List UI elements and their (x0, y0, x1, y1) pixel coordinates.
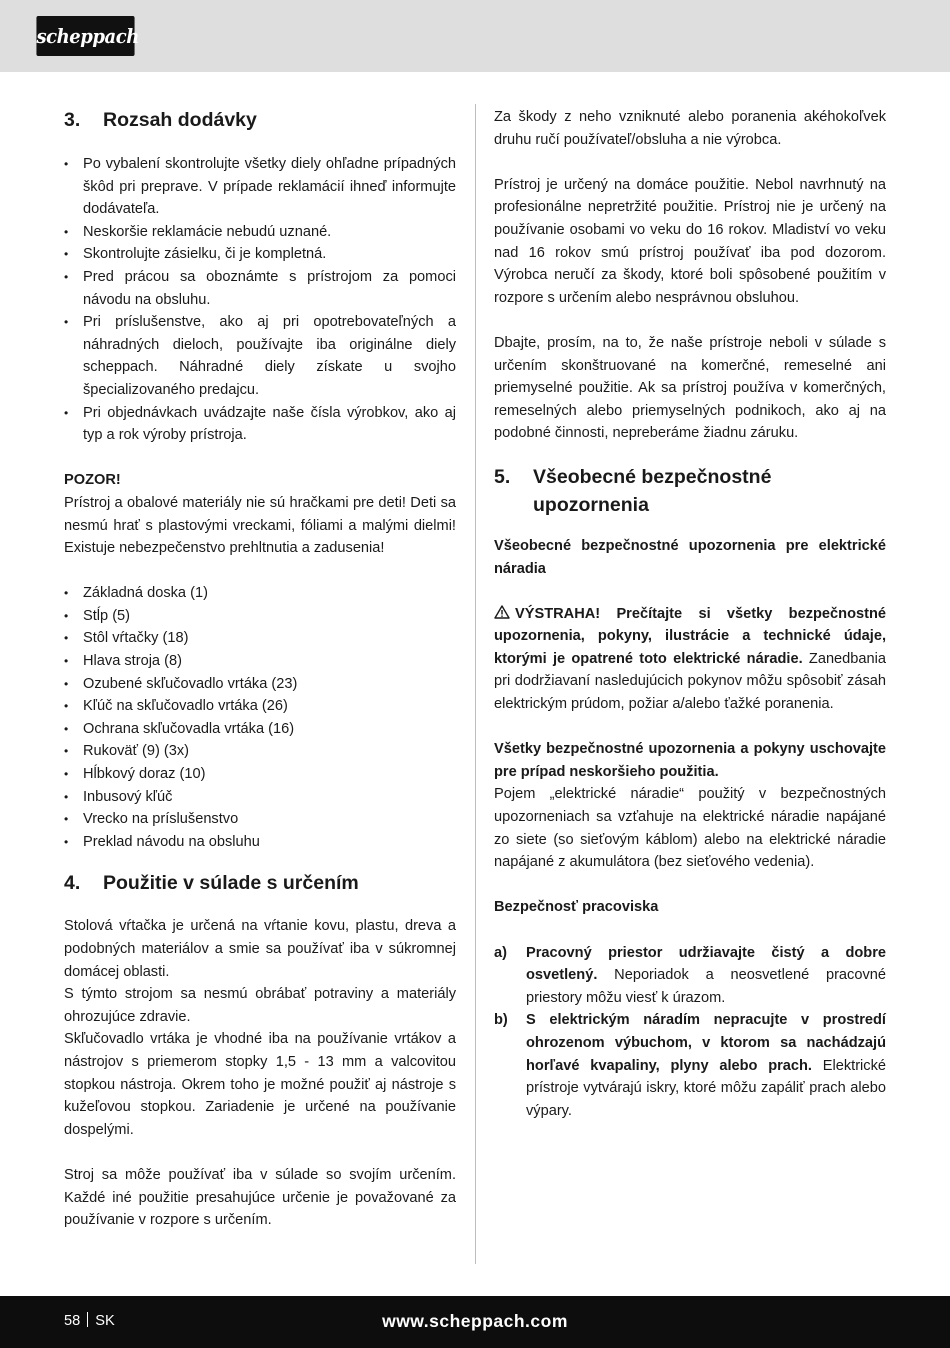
website-link[interactable]: www.scheppach.com (382, 1311, 568, 1331)
section-number: 5. (494, 465, 511, 488)
paragraph: Skľučovadlo vrtáka je vhodné iba na používanie vrtákov a nástrojov s priemerom stopky 1,5 - 13 mm a valcovitou stopkou nástroja. Okrem toho je možné použiť aj nástroje s kužeľovou stopkou. Zariadenie je určené na používanie dospelými. (64, 1031, 456, 1138)
warning-paragraph (494, 603, 886, 716)
list-item (494, 942, 886, 1010)
list-item: • Hĺbkový doraz (10) (64, 763, 456, 786)
caution-title: POZOR! (64, 472, 121, 489)
section-title: Všeobecné bezpečnostné upozornenia (533, 465, 772, 516)
item-plain-text: Elektrické prístroje vytvárajú iskry, ktoré môžu zapáliť prach alebo výpary. (526, 1057, 887, 1119)
paragraph: Stolová vŕtačka je určená na vŕtanie kovu, plastu, dreva a podobných materiálov a smie sa používať iba v súkromnej domácej oblasti. (64, 918, 456, 980)
warning-bold-text: VÝSTRAHA! Prečítajte si všetky bezpečnostné upozornenia, pokyny, ilustrácie a technické údaje, ktorými je opatrené toto elektrické náradie. (494, 605, 886, 667)
page-number: 58 (64, 1313, 81, 1329)
paragraph: Prístroj je určený na domáce použitie. Nebol navrhnutý na profesionálne nepretržité použitie. Prístroj nie je určený na používanie osobami vo veku do 16 rokov. Mladiství vo veku nad 16 rokov smú prístroj používať iba pod dozorom. Výrobca neručí za škody, ktoré boli spôsobené použitím v rozpore s určením alebo nesprávnou obsluhou. (494, 176, 886, 306)
list-item: • Neskoršie reklamácie nebudú uznané. (64, 221, 456, 244)
warning-text: Zanedbania pri dodržiavaní nasledujúcich pokynov môžu spôsobiť zásah elektrickým prúdom, požiar a/alebo ťažké poranenia. (494, 650, 886, 713)
language-code: SK (95, 1313, 115, 1329)
item-bold-text: Pracovný priestor udržiavajte čistý a dobre osvetlený. (526, 944, 886, 984)
list-item: • Po vybalení skontrolujte všetky diely ohľadne prípadných škôd pri preprave. V prípade reklamácií ihneď informujte dodávateľa. (64, 153, 456, 221)
list-item: • Stĺp (5) (64, 605, 456, 628)
page-header (0, 0, 950, 72)
list-item: • Základná doska (1) (64, 582, 456, 605)
section-title: Rozsah dodávky (103, 109, 257, 131)
item-bold-text: S elektrickým náradím nepracujte v prostredí ohrozenom výbuchom, v ktorom sa nachádzajú horľavé kvapaliny, plyny alebo prach. (526, 1012, 886, 1074)
list-item: • Ozubené skľučovadlo vrtáka (23) (64, 673, 456, 696)
item-label: b) (494, 1012, 508, 1029)
section-5-heading (494, 463, 886, 519)
delivery-contents-list (64, 582, 456, 853)
item-plain-text: Neporiadok a neosvetlené pracovné priestory môžu viesť k úrazom. (526, 967, 886, 1006)
list-item: • Pri objednávkach uvádzajte naše čísla výrobkov, ako aj typ a rok výroby prístroja. (64, 402, 456, 447)
item-text (526, 1009, 886, 1122)
paragraph: Dbajte, prosím, na to, že naše prístroje neboli v súlade s určením skonštruované na komerčné, remeselné ani priemyselné použitie. Ak sa prístroj používa v komerčných, remeselných alebo priemyselných podnikoch, ako aj na podobné činnosti, nepreberáme žiadnu záruku. (494, 334, 886, 442)
list-item (494, 1009, 886, 1122)
section-title: Použitie v súlade s určením (103, 872, 359, 895)
paragraph: S týmto strojom sa nesmú obrábať potraviny a materiály ohrozujúce zdravie. (64, 986, 456, 1025)
list-item: • Rukoväť (9) (3x) (64, 740, 456, 763)
list-item: • Pred prácou sa oboznámte s prístrojom za pomoci návodu na obsluhu. (64, 266, 456, 311)
paragraph: Za škody z neho vzniknuté alebo poranenia akéhokoľvek druhu ručí používateľ/obsluha a nie výrobca. (494, 109, 886, 148)
inspection-list (64, 153, 456, 447)
section-number: 4. (64, 872, 81, 895)
section-4-heading (64, 869, 456, 897)
list-item: • Skontrolujte zásielku, či je kompletná. (64, 243, 456, 266)
warning-triangle-icon (494, 605, 510, 619)
scheppach-logo: scheppach (36, 16, 134, 56)
section-number: 3. (64, 109, 81, 131)
item-text (526, 942, 886, 1010)
list-item: • Pri príslušenstve, ako aj pri opotrebovateľných a náhradných dieloch, používajte iba originálne diely scheppach. Náhradné diely získate u svojho špecializovaného predajcu. (64, 311, 456, 401)
list-item: • Vrecko na príslušenstvo (64, 808, 456, 831)
list-item: • Inbusový kľúč (64, 786, 456, 809)
paragraph: Stroj sa môže používať iba v súlade so svojím určením. Každé iné použitie presahujúce určenie je považované za používanie v rozpore s určením. (64, 1166, 456, 1229)
list-item: • Ochrana skľučovadla vrtáka (16) (64, 718, 456, 741)
workplace-safety-list (494, 942, 886, 1123)
list-item: • Kľúč na skľučovadlo vrtáka (26) (64, 695, 456, 718)
list-item: • Hlava stroja (8) (64, 650, 456, 673)
item-label: a) (494, 944, 507, 961)
keep-instructions-notice: Všetky bezpečnostné upozornenia a pokyny uschovajte pre prípad neskoršieho použitia. (494, 741, 886, 780)
right-column (494, 106, 886, 1122)
subheading: Všeobecné bezpečnostné upozornenia pre elektrické náradia (494, 537, 886, 577)
list-item: • Stôl vŕtačky (18) (64, 627, 456, 650)
section-3-heading (64, 106, 456, 134)
caution-text: Prístroj a obalové materiály nie sú hračkami pre deti! Deti sa nesmú hrať s plastovými vreckami, fóliami a malými dielmi! Existuje nebezpečenstvo prehltnutia a zadusenia! (64, 494, 456, 557)
paragraph: Pojem „elektrické náradie“ použitý v bezpečnostných upozorneniach sa vzťahuje na elektrické náradie napájané zo siete (so sieťovým káblom) alebo na elektrické náradie napájané z akumulátora (bez sieťového vedenia). (494, 786, 886, 871)
column-divider (475, 104, 476, 1264)
subheading: Bezpečnosť pracoviska (494, 899, 659, 916)
list-item: • Preklad návodu na obsluhu (64, 831, 456, 854)
left-column (64, 106, 456, 1232)
page-footer (0, 1296, 950, 1348)
